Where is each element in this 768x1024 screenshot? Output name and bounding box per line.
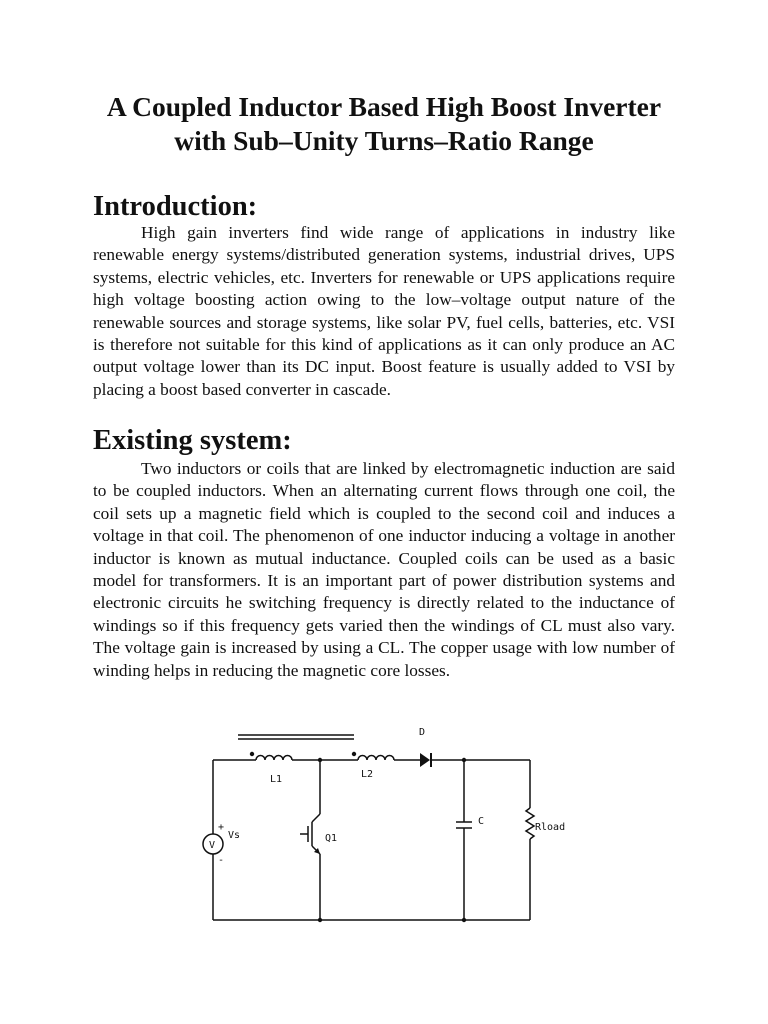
label-voltmeter: V [209,840,216,851]
label-l2: L2 [361,769,374,780]
junction-dot-bottom [318,918,322,922]
document-title: A Coupled Inductor Based High Boost Inverter with Sub–Unity Turns–Ratio Range [106,91,662,156]
load-resistor [526,808,534,839]
switch-drain [312,814,320,822]
label-d: D [419,727,426,738]
existing-system-paragraph: Two inductors or coils that are linked by electromagnetic induction are said to be coupled inductors. When an alternating current flows through one coil, the coil sets up a magnetic field which is coupled to the second coil and induces a voltage in that coil. The phenomenon of one inductor inducing a voltage in another inductor is known as mutual inductance. Coupled coils can be used as a basic model for transformers. It is an important part of power distribution systems and electronic circuits he switching frequency is directly related to the inductance of windings so if this frequency gets varied then the windings of CL must also vary. The voltage gain is increased by using a CL. The copper usage with low number of winding helps in reducing the magnetic core losses. [93,459,675,680]
junction-dot-top [318,758,322,762]
l1-polarity-dot [250,752,254,756]
label-vs: Vs [228,830,241,841]
diode-symbol [420,753,430,767]
inductor-l1 [256,756,292,761]
junction-dot-cap-top [462,758,466,762]
existing-system-heading: Existing system: [93,425,292,456]
label-rload: Rload [535,822,566,833]
circuit-diagram [190,722,580,932]
label-l1: L1 [270,774,283,785]
introduction-paragraph: High gain inverters find wide range of applications in industry like renewable energy systems/distributed generation systems, industrial drives, UPS systems, electric vehicles, etc. Inverters for renewable or UPS applications require high voltage boosting action owing to the low–voltage output nature of the renewable sources and storage systems, like solar PV, fuel cells, batteries, etc. VSI is therefore not suitable for this kind of applications as it can only produce an AC output voltage lower than its DC input. Boost feature is usually added to VSI by placing a boost based converter in cascade. [93,223,675,399]
junction-dot-cap-bottom [462,918,466,922]
l2-polarity-dot [352,752,356,756]
label-c: C [478,816,485,827]
introduction-heading: Introduction: [93,191,258,222]
label-plus: + [218,822,225,833]
label-minus: - [218,855,225,866]
label-q1: Q1 [325,833,338,844]
inductor-l2 [358,756,394,761]
